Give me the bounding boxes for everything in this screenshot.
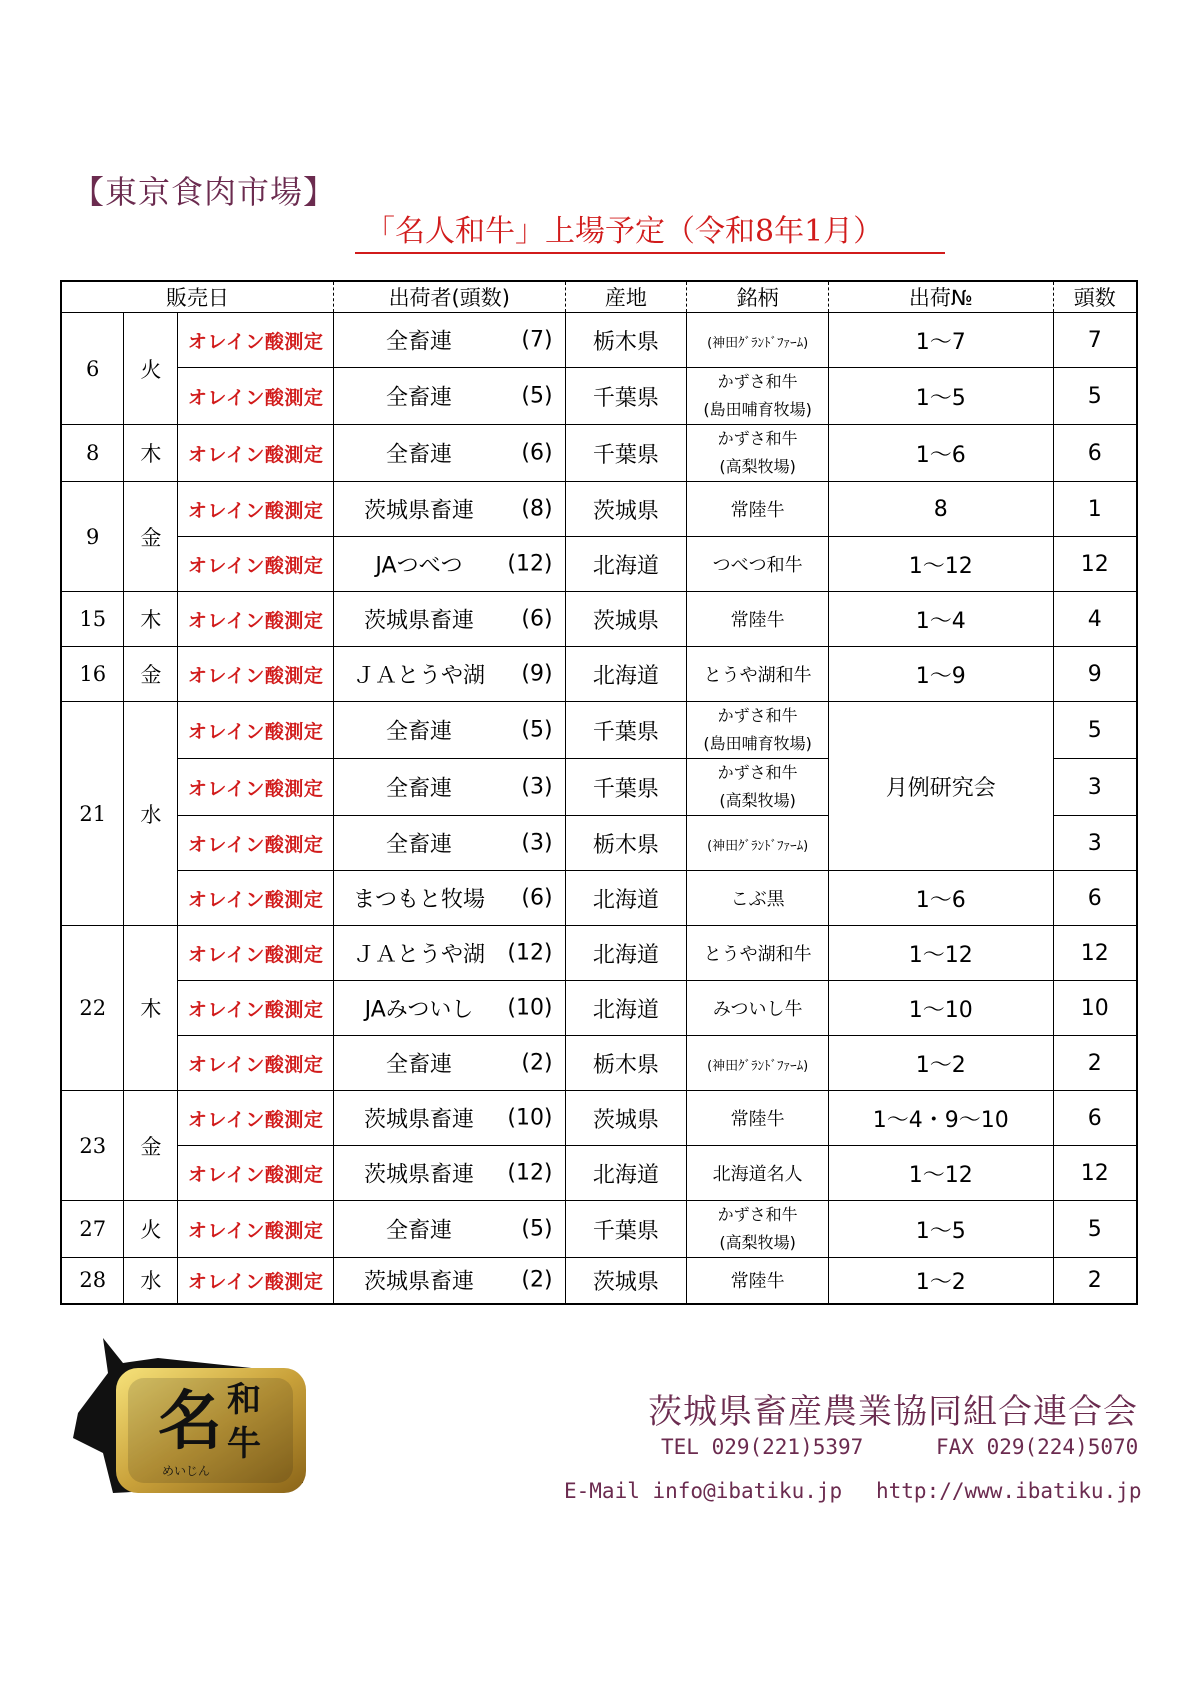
sale-day: 22: [61, 926, 124, 1091]
sale-weekday: 金: [124, 647, 178, 702]
sale-weekday: 木: [124, 425, 178, 482]
table-row: [61, 871, 1137, 926]
sale-day: 21: [61, 702, 124, 926]
heads-cell: 7: [1053, 313, 1137, 368]
brand-line: 常陸牛: [730, 500, 785, 521]
origin-cell: 千葉県: [565, 425, 687, 482]
origin-cell: 茨城県: [565, 592, 687, 647]
table-row: [61, 482, 1137, 537]
brand-cell: [687, 759, 829, 816]
brand-line: (高梨牧場): [719, 1233, 796, 1252]
ship-no-cell: 8: [829, 482, 1054, 537]
sale-day: 23: [61, 1091, 124, 1201]
heads-cell: 3: [1053, 759, 1137, 816]
brand-line: (島田哺育牧場): [703, 400, 812, 419]
heads-cell: 3: [1053, 816, 1137, 871]
heads-cell: 6: [1053, 1091, 1137, 1146]
ship-no-cell: 1～5: [829, 1201, 1054, 1258]
shipper-head-count: (7): [521, 327, 553, 353]
fax: FAX 029(224)5070: [936, 1435, 1139, 1459]
table-row: [61, 313, 1137, 368]
page-title: 「名人和牛」上場予定（令和8年1月）: [355, 212, 945, 254]
sale-day: 8: [61, 425, 124, 482]
oleic-acid-tag: オレイン酸測定: [178, 816, 334, 871]
oleic-acid-tag: オレイン酸測定: [178, 1258, 334, 1304]
ship-no-cell: 1～7: [829, 313, 1054, 368]
origin-cell: 茨城県: [565, 1091, 687, 1146]
sale-weekday: 木: [124, 592, 178, 647]
origin-cell: 千葉県: [565, 1201, 687, 1258]
shipper-cell: [334, 981, 566, 1036]
table-row: [61, 926, 1137, 981]
sale-weekday: 金: [124, 1091, 178, 1201]
organization-name: 茨城県畜産農業協同組合連合会: [648, 1392, 1138, 1432]
shipper-name: ＪＡとうや湖: [352, 663, 485, 689]
sale-day: 6: [61, 313, 124, 425]
shipper-head-count: (12): [507, 940, 553, 966]
shipper-name: 全畜連: [385, 442, 452, 468]
ship-no-cell: 1～2: [829, 1258, 1054, 1304]
shipper-cell: [334, 592, 566, 647]
brand-cell: [687, 1091, 829, 1146]
origin-cell: 北海道: [565, 926, 687, 981]
brand-line: つべつ和牛: [712, 555, 803, 576]
svg-text:めいじん: めいじん: [161, 1464, 211, 1478]
shipper-name: 全畜連: [385, 329, 452, 355]
ship-no-cell: 月例研究会: [829, 702, 1054, 871]
ship-no-cell: 1～9: [829, 647, 1054, 702]
shipper-cell: [334, 702, 566, 759]
brand-cell: [687, 1201, 829, 1258]
meijin-wagyu-logo: [68, 1333, 308, 1503]
sale-weekday: 金: [124, 482, 178, 592]
shipper-cell: [334, 759, 566, 816]
shipper-head-count: (10): [507, 1105, 553, 1131]
ship-no-cell: 1～6: [829, 425, 1054, 482]
oleic-acid-tag: オレイン酸測定: [178, 759, 334, 816]
oleic-acid-tag: オレイン酸測定: [178, 313, 334, 368]
shipper-cell: [334, 313, 566, 368]
origin-cell: 茨城県: [565, 1258, 687, 1304]
header-origin: 産地: [565, 281, 687, 313]
heads-cell: 12: [1053, 537, 1137, 592]
brand-line: こぶ黒: [730, 889, 785, 910]
brand-line: かずさ和牛: [717, 706, 798, 725]
header-brand: 銘柄: [687, 281, 829, 313]
shipper-head-count: (5): [521, 717, 553, 743]
shipper-cell: [334, 482, 566, 537]
brand-cell: [687, 926, 829, 981]
brand-line: かずさ和牛: [717, 372, 798, 391]
ship-no-cell: 1～12: [829, 926, 1054, 981]
origin-cell: 北海道: [565, 647, 687, 702]
shipper-head-count: (12): [507, 551, 553, 577]
table-row: [61, 1146, 1137, 1201]
oleic-acid-tag: オレイン酸測定: [178, 1036, 334, 1091]
brand-cell: [687, 592, 829, 647]
oleic-acid-tag: オレイン酸測定: [178, 1201, 334, 1258]
brand-cell: [687, 816, 829, 871]
shipper-head-count: (2): [521, 1267, 553, 1293]
heads-cell: 5: [1053, 1201, 1137, 1258]
sale-day: 27: [61, 1201, 124, 1258]
shipper-name: 全畜連: [385, 719, 452, 745]
header-heads: 頭数: [1053, 281, 1137, 313]
brand-line: かずさ和牛: [717, 429, 798, 448]
shipper-cell: [334, 647, 566, 702]
shipper-name: 全畜連: [385, 832, 452, 858]
shipper-name: 全畜連: [385, 776, 452, 802]
shipper-head-count: (5): [521, 383, 553, 409]
brand-line: 常陸牛: [730, 610, 785, 631]
shipper-head-count: (2): [521, 1050, 553, 1076]
brand-line: (神田ｸﾞﾗﾝﾄﾞﾌｧｰﾑ): [707, 838, 809, 854]
brand-line: とうや湖和牛: [703, 665, 812, 686]
heads-cell: 6: [1053, 871, 1137, 926]
heads-cell: 5: [1053, 368, 1137, 425]
origin-cell: 茨城県: [565, 482, 687, 537]
shipper-cell: [334, 1201, 566, 1258]
sale-day: 28: [61, 1258, 124, 1304]
oleic-acid-tag: オレイン酸測定: [178, 647, 334, 702]
origin-cell: 千葉県: [565, 759, 687, 816]
brand-cell: [687, 1146, 829, 1201]
heads-cell: 12: [1053, 1146, 1137, 1201]
origin-cell: 北海道: [565, 981, 687, 1036]
sale-weekday: 木: [124, 926, 178, 1091]
oleic-acid-tag: オレイン酸測定: [178, 425, 334, 482]
oleic-acid-tag: オレイン酸測定: [178, 871, 334, 926]
brand-cell: [687, 537, 829, 592]
heads-cell: 1: [1053, 482, 1137, 537]
brand-line: かずさ和牛: [717, 1205, 798, 1224]
table-row: [61, 1201, 1137, 1258]
shipper-cell: [334, 1146, 566, 1201]
sale-weekday: 火: [124, 313, 178, 425]
logo-mei-text: 名: [158, 1384, 222, 1459]
brand-line: (神田ｸﾞﾗﾝﾄﾞﾌｧｰﾑ): [707, 1058, 809, 1074]
heads-cell: 2: [1053, 1258, 1137, 1304]
table-row: [61, 647, 1137, 702]
sale-weekday: 火: [124, 1201, 178, 1258]
heads-cell: 2: [1053, 1036, 1137, 1091]
oleic-acid-tag: オレイン酸測定: [178, 482, 334, 537]
table-body: [61, 313, 1137, 1304]
origin-cell: 千葉県: [565, 368, 687, 425]
svg-text:牛: 牛: [227, 1424, 261, 1464]
header-ship-no: 出荷№: [829, 281, 1054, 313]
sale-day: 16: [61, 647, 124, 702]
shipper-name: 茨城県畜連: [363, 608, 474, 634]
ship-no-cell: 1～10: [829, 981, 1054, 1036]
brand-cell: [687, 1258, 829, 1304]
shipper-name: 茨城県畜連: [363, 1162, 474, 1188]
origin-cell: 栃木県: [565, 1036, 687, 1091]
shipper-head-count: (5): [521, 1216, 553, 1242]
shipper-cell: [334, 425, 566, 482]
schedule-table: [60, 280, 1138, 1305]
brand-cell: [687, 647, 829, 702]
shipper-head-count: (12): [507, 1160, 553, 1186]
shipper-head-count: (8): [521, 496, 553, 522]
oleic-acid-tag: オレイン酸測定: [178, 537, 334, 592]
sale-day: 15: [61, 592, 124, 647]
origin-cell: 北海道: [565, 871, 687, 926]
shipper-head-count: (3): [521, 830, 553, 856]
shipper-head-count: (9): [521, 661, 553, 687]
shipper-name: JAつべつ: [375, 553, 463, 579]
brand-cell: [687, 482, 829, 537]
table-row: [61, 702, 1137, 759]
ship-no-cell: 1～2: [829, 1036, 1054, 1091]
telephone: TEL 029(221)5397: [661, 1435, 864, 1459]
origin-cell: 栃木県: [565, 313, 687, 368]
shipper-head-count: (10): [507, 995, 553, 1021]
market-title: 【東京食肉市場】: [72, 173, 337, 211]
oleic-acid-tag: オレイン酸測定: [178, 926, 334, 981]
origin-cell: 北海道: [565, 1146, 687, 1201]
ship-no-cell: 1～12: [829, 537, 1054, 592]
brand-line: (島田哺育牧場): [703, 734, 812, 753]
shipper-name: ＪＡとうや湖: [352, 942, 485, 968]
brand-cell: [687, 313, 829, 368]
table-row: [61, 981, 1137, 1036]
brand-cell: [687, 871, 829, 926]
shipper-name: 全畜連: [385, 1052, 452, 1078]
shipper-head-count: (6): [521, 440, 553, 466]
shipper-cell: [334, 926, 566, 981]
brand-cell: [687, 981, 829, 1036]
email-link[interactable]: E-Mail info@ibatiku.jp: [564, 1479, 843, 1503]
ship-no-cell: 1～4: [829, 592, 1054, 647]
heads-cell: 6: [1053, 425, 1137, 482]
shipper-name: 茨城県畜連: [363, 1269, 474, 1295]
oleic-acid-tag: オレイン酸測定: [178, 981, 334, 1036]
shipper-name: JAみついし: [364, 997, 474, 1023]
shipper-head-count: (6): [521, 606, 553, 632]
website-link[interactable]: http://www.ibatiku.jp: [876, 1479, 1142, 1503]
table-header-row: [61, 281, 1137, 313]
sale-weekday: 水: [124, 1258, 178, 1304]
shipper-cell: [334, 1091, 566, 1146]
oleic-acid-tag: オレイン酸測定: [178, 1091, 334, 1146]
heads-cell: 9: [1053, 647, 1137, 702]
ship-no-cell: 1～6: [829, 871, 1054, 926]
heads-cell: 4: [1053, 592, 1137, 647]
shipper-name: まつもと牧場: [352, 887, 485, 913]
shipper-cell: [334, 816, 566, 871]
origin-cell: 千葉県: [565, 702, 687, 759]
origin-cell: 北海道: [565, 537, 687, 592]
oleic-acid-tag: オレイン酸測定: [178, 702, 334, 759]
heads-cell: 12: [1053, 926, 1137, 981]
table-row: [61, 592, 1137, 647]
brand-line: 常陸牛: [730, 1109, 785, 1130]
sale-day: 9: [61, 482, 124, 592]
brand-line: (神田ｸﾞﾗﾝﾄﾞﾌｧｰﾑ): [707, 335, 809, 351]
brand-line: 北海道名人: [712, 1164, 803, 1185]
shipper-head-count: (6): [521, 885, 553, 911]
shipper-name: 全畜連: [385, 1218, 452, 1244]
table-row: [61, 425, 1137, 482]
table-row: [61, 368, 1137, 425]
table-row: [61, 1091, 1137, 1146]
shipper-name: 茨城県畜連: [363, 1107, 474, 1133]
sale-weekday: 水: [124, 702, 178, 926]
shipper-cell: [334, 871, 566, 926]
brand-cell: [687, 368, 829, 425]
header-sale-date: 販売日: [61, 281, 334, 313]
brand-line: (高梨牧場): [719, 457, 796, 476]
brand-line: 常陸牛: [730, 1271, 785, 1293]
shipper-head-count: (3): [521, 774, 553, 800]
ship-no-cell: 1～4・9～10: [829, 1091, 1054, 1146]
brand-line: かずさ和牛: [717, 763, 798, 782]
table-row: [61, 537, 1137, 592]
ship-no-cell: 1～5: [829, 368, 1054, 425]
origin-cell: 栃木県: [565, 816, 687, 871]
heads-cell: 5: [1053, 702, 1137, 759]
svg-text:和: 和: [227, 1380, 261, 1420]
brand-cell: [687, 425, 829, 482]
shipper-cell: [334, 537, 566, 592]
header-shipper: 出荷者(頭数): [334, 281, 566, 313]
ship-no-cell: 1～12: [829, 1146, 1054, 1201]
brand-line: とうや湖和牛: [703, 944, 812, 965]
oleic-acid-tag: オレイン酸測定: [178, 368, 334, 425]
shipper-name: 茨城県畜連: [363, 498, 474, 524]
shipper-name: 全畜連: [385, 385, 452, 411]
brand-cell: [687, 702, 829, 759]
brand-cell: [687, 1036, 829, 1091]
oleic-acid-tag: オレイン酸測定: [178, 1146, 334, 1201]
shipper-cell: [334, 368, 566, 425]
shipper-cell: [334, 1258, 566, 1304]
brand-line: (高梨牧場): [719, 791, 796, 810]
brand-line: みついし牛: [712, 999, 803, 1020]
shipper-cell: [334, 1036, 566, 1091]
table-row: [61, 1036, 1137, 1091]
heads-cell: 10: [1053, 981, 1137, 1036]
table-row: [61, 1258, 1137, 1304]
oleic-acid-tag: オレイン酸測定: [178, 592, 334, 647]
